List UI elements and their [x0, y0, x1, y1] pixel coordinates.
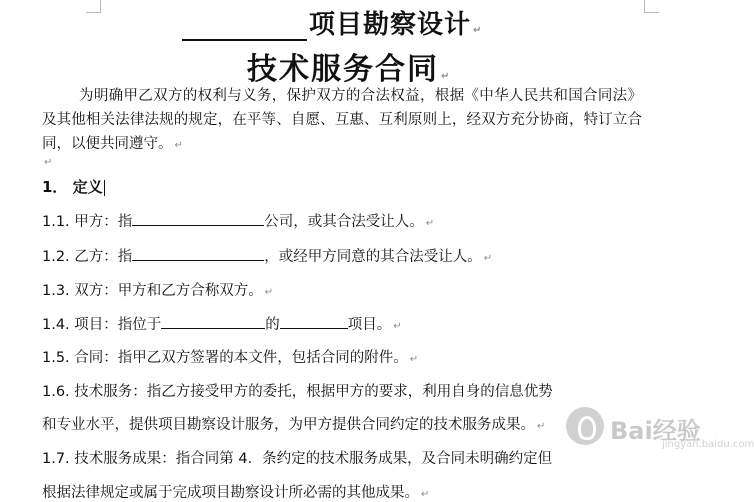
definition-1-7[interactable]: 1.7. 技术服务成果：指合同第 4．条约定的技术服务成果，及合同未明确约定但: [42, 451, 553, 467]
definition-1-7-cont[interactable]: 根据法律规定或属于完成项目勘察设计所必需的其他成果。 ↵: [42, 485, 430, 501]
title-line-2: 技术服务合同 ↵: [247, 52, 452, 87]
fill-blank[interactable]: [132, 210, 264, 226]
definition-1-2[interactable]: 1.2. 乙方：指 ，或经甲方同意的其合法受让人。 ↵: [42, 245, 492, 266]
intro-paragraph[interactable]: 为明确甲乙双方的权利与义务，保护双方的合法权益，根据《中华人民共和国合同法》及其他相关法律法规的规定，在平等、自愿、互惠、互利原则上，经双方充分协商，特订立合同，以便共同遵守。 ↵: [42, 88, 642, 152]
text-cursor: [104, 180, 105, 196]
definition-1-5[interactable]: 1.5. 合同：指甲乙双方签署的本文件，包括合同的附件。 ↵: [42, 350, 419, 366]
empty-paragraph: ↵: [44, 157, 53, 168]
definition-1-6-cont[interactable]: 和专业水平，提供项目勘察设计服务，为甲方提供合同约定的技术服务成果。 ↵: [42, 417, 546, 433]
paw-logo-icon: [566, 407, 604, 445]
fill-blank[interactable]: [161, 313, 265, 329]
page-corner-mark: [86, 0, 101, 13]
definition-1-4[interactable]: 1.4. 项目：指位于 的 项目。 ↵: [42, 313, 402, 334]
fill-blank[interactable]: [132, 245, 264, 261]
definition-1-1[interactable]: 1.1. 甲方：指 公司，或其合法受让人。 ↵: [42, 210, 434, 231]
page-corner-mark: [644, 0, 659, 13]
fill-blank[interactable]: [280, 313, 348, 329]
section-heading-definitions[interactable]: 1． 定义: [42, 178, 103, 196]
definition-1-3[interactable]: 1.3. 双方：甲方和乙方合称双方。 ↵: [42, 283, 274, 299]
title-blank: [182, 13, 307, 41]
baidu-jingyan-watermark: Bai经验 jingyan.baidu.com: [566, 405, 736, 449]
title-line-1: 项目勘察设计 ↵: [182, 4, 482, 41]
definition-1-6[interactable]: 1.6. 技术服务：指乙方接受甲方的委托，根据甲方的要求，利用自身的信息优势: [42, 384, 553, 400]
